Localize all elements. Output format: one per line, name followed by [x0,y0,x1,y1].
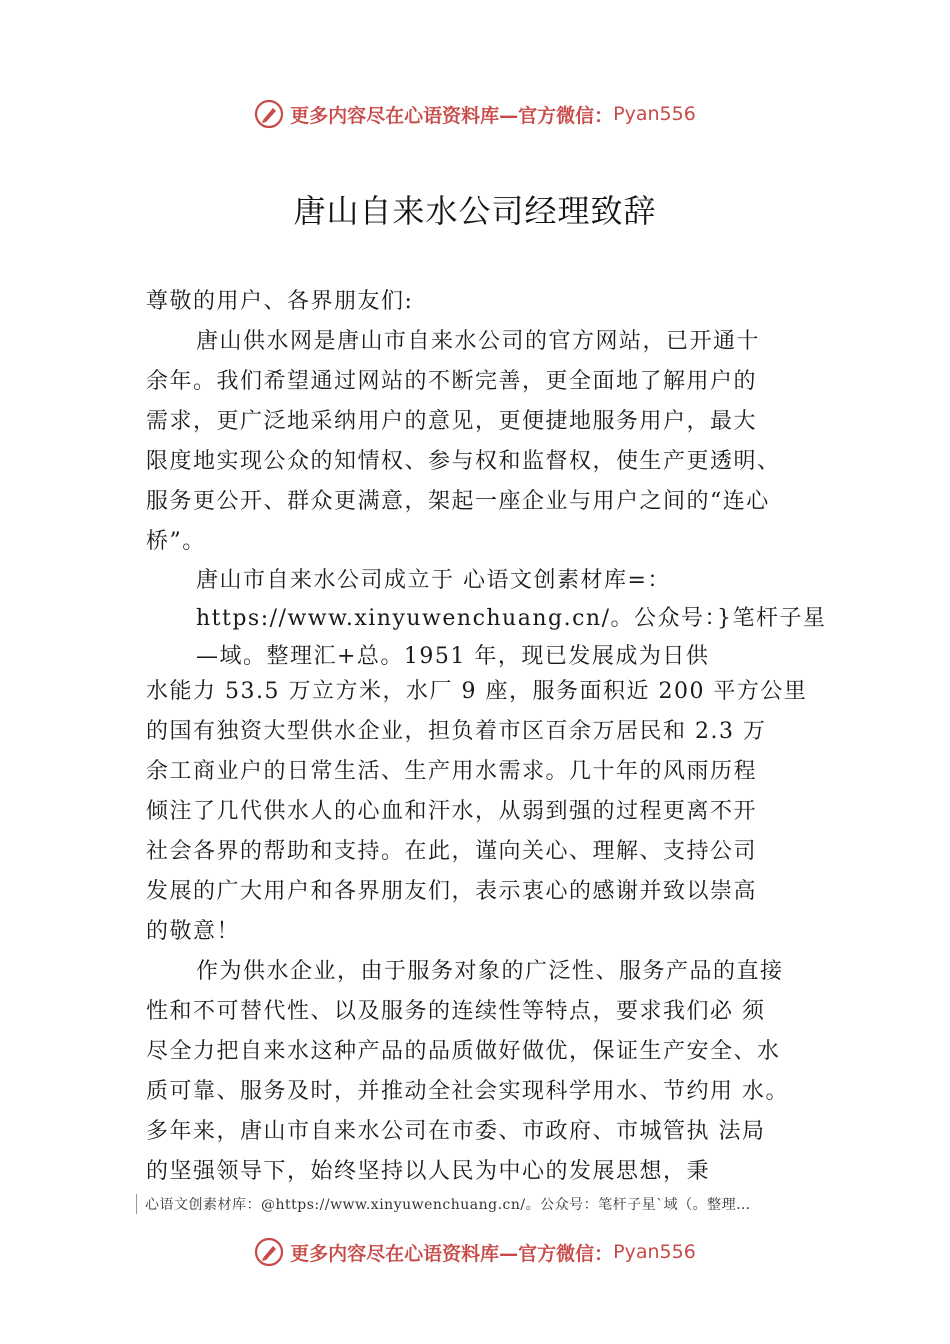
text-line: 倾注了几代供水人的心血和汗水，从弱到强的过程更离不开 [146,799,758,824]
paragraph-1 [146,322,836,562]
text-line: 桥”。 [146,529,206,554]
text-line: 的坚强领导下，始终坚持以人民为中心的发展思想，秉 [146,1159,711,1184]
text-line: 唐山市自来水公司成立于 心语文创素材库=： [196,568,671,593]
text-line: 作为供水企业，由于服务对象的广泛性、服务产品的直接 [196,959,784,984]
footer-banner [0,1232,950,1272]
text-line: 尽全力把自来水这种产品的品质做好做优，保证生产安全、水 [146,1039,781,1064]
text-line: 余年。我们希望通过网站的不断完善，更全面地了解用户的 [146,369,758,394]
text-line: 发展的广大用户和各界朋友们，表示衷心的感谢并致以崇高 [146,879,758,904]
pen-nib-logo-icon [254,99,284,129]
greeting: 尊敬的用户、各界朋友们: [146,289,414,314]
header-banner [0,94,950,134]
greeting-block [146,282,836,322]
paragraph-2 [196,562,836,676]
text-line: 的敬意！ [146,919,241,944]
text-line: 余工商业户的日常生活、生产用水需求。几十年的风雨历程 [146,759,758,784]
banner-text: 更多内容尽在心语资料库—官方微信： [290,1242,614,1265]
text-line: 服务更公开、群众更满意，架起一座企业与用户之间的“连心 [146,489,770,514]
page-title: 唐山自来水公司经理致辞 [293,192,657,230]
text-line: 社会各界的帮助和支持。在此，谨向关心、理解、支持公司 [146,839,758,864]
paragraph-3 [146,672,836,952]
text-line: 水能力 53.5 万立方米，水厂 9 座，服务面积近 200 平方公里 [146,679,808,704]
text-line: https://www.xinyuwenchuang.cn/。公众号：}笔杆子星 [196,606,827,631]
text-line: 唐山供水网是唐山市自来水公司的官方网站，已开通十 [196,329,761,354]
pen-nib-logo-icon [254,1237,284,1267]
banner-wechat-id: Pyan556 [613,1241,696,1263]
text-line: 质可靠、服务及时，并推动全社会实现科学用水、节约用 水。 [146,1079,789,1104]
text-line: 多年来，唐山市自来水公司在市委、市政府、市城管执 法局 [146,1119,766,1144]
text-line: 性和不可替代性、以及服务的连续性等特点，要求我们必 须 [146,999,766,1024]
footnote: 心语文创素材库：@https://www.xinyuwenchuang.cn/。公众号：笔杆子星`域（。整理… [136,1194,845,1214]
banner-wechat-id: Pyan556 [613,103,696,125]
text-line: 的国有独资大型供水企业，担负着市区百余万居民和 2.3 万 [146,719,767,744]
text-line: 需求，更广泛地采纳用户的意见，更便捷地服务用户，最大 [146,409,758,434]
banner-text: 更多内容尽在心语资料库—官方微信： [290,104,614,127]
text-line: —域。整理汇+总。1951 年，现已发展成为日供 [196,644,710,669]
text-line: 限度地实现公众的知情权、参与权和监督权，使生产更透明、 [146,449,781,474]
paragraph-4 [146,952,836,1192]
